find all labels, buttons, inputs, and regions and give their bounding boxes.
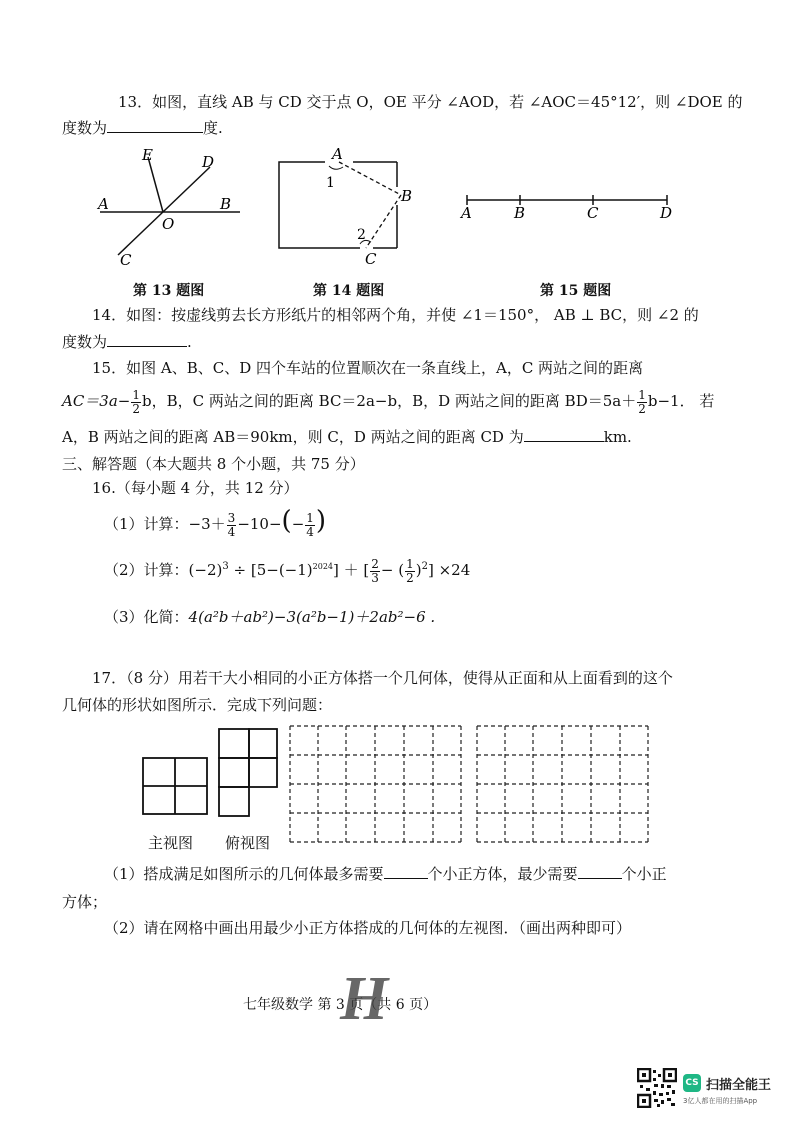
top-view-cell-r1c2 xyxy=(249,729,277,758)
fig13-label-a: A xyxy=(98,195,109,213)
qr-code-icon xyxy=(637,1068,677,1108)
scanner-app-name: 扫描全能王 xyxy=(706,1078,772,1093)
top-view-caption: 俯视图 xyxy=(225,834,271,852)
page-footer: 七年级数学 第 3 页（共 6 页） xyxy=(243,997,438,1013)
fig15-label-d: D xyxy=(660,204,673,222)
q16-p2-frac1 xyxy=(370,558,380,585)
q15-bc-bd-expr: b，B，C 两站之间的距离 BC＝2a−b，B，D 两站之间的距离 BD＝5a＋ xyxy=(142,392,637,410)
q15-answer-blank xyxy=(524,427,604,442)
q16-p3-label: （3）化简： xyxy=(104,608,189,626)
q16-p2-exp1: 3 xyxy=(222,561,229,572)
q16-p1-frac1 xyxy=(227,512,237,539)
q16-p2-frac2-den: 2 xyxy=(406,570,414,585)
q16-p2-frac1-den: 3 xyxy=(371,570,379,585)
q15-frac-half-2 xyxy=(637,389,647,416)
q17-line2: 几何体的形状如图所示．完成下列问题： xyxy=(62,696,333,714)
top-view-cell-r1c1 xyxy=(219,729,249,758)
fig14-caption: 第 14 题图 xyxy=(313,283,385,299)
q14-line2-post: . xyxy=(187,333,192,351)
fig13-label-c: C xyxy=(120,251,132,269)
fig14-label-b: B xyxy=(401,187,413,205)
q16-p1-frac2-den: 4 xyxy=(306,524,314,539)
fig15-caption: 第 15 题图 xyxy=(540,283,612,299)
q14-line1: 14．如图：按虚线剪去长方形纸片的相邻两个角，并使 ∠1＝150°， AB ⊥ BC，则 ∠2 的 xyxy=(92,306,699,324)
q17-min-blank xyxy=(578,864,622,879)
fig14-angle1-arc xyxy=(329,166,343,169)
q13-line2-post: 度. xyxy=(203,119,223,137)
q16-p2-exp2: 2024 xyxy=(312,562,333,571)
q14-answer-blank xyxy=(107,332,187,347)
answer-grid-2-lines xyxy=(477,726,648,842)
fig13-label-d: D xyxy=(202,153,215,171)
fig15-label-c: C xyxy=(587,204,599,222)
q15-frac1-num: 1 xyxy=(132,387,141,402)
q13-line2 xyxy=(62,118,223,138)
fig13-line-cd xyxy=(118,167,210,255)
q16-p1-frac2-sign: − xyxy=(291,515,305,533)
q13-answer-blank xyxy=(107,118,203,133)
front-view-figure xyxy=(140,755,212,817)
q16-p2-label: （2）计算： xyxy=(104,561,189,579)
q15-line3-post: km. xyxy=(603,428,632,446)
q16-p1-expr-b: −10− xyxy=(237,515,282,533)
q13-line1: 13．如图，直线 AB 与 CD 交于点 O，OE 平分 ∠AOD，若 ∠AOC＝45°12′，则 ∠DOE 的 xyxy=(118,93,743,111)
q16-part3 xyxy=(104,607,435,627)
q16-head: 16.（每小题 4 分，共 12 分） xyxy=(92,479,299,497)
fig13-label-b: B xyxy=(220,195,232,213)
q17-max-blank xyxy=(384,864,428,879)
top-view-cell-r2c1 xyxy=(219,758,249,787)
top-view-cell-r2c2 xyxy=(249,758,277,787)
q13-line2-pre: 度数为 xyxy=(62,119,108,137)
fig14-label-c: C xyxy=(365,250,377,268)
fig13-label-o: O xyxy=(162,215,175,233)
fig15-label-a: A xyxy=(461,204,472,222)
watermark-h: H xyxy=(340,965,389,1033)
fig13-label-e: E xyxy=(142,146,153,164)
q17-p1-a: （1）搭成满足如图所示的几何体最多需要 xyxy=(104,865,384,883)
q17-line1: 17．（8 分）用若干大小相同的小正方体搭一个几何体，使得从正面和从上面看到的这个 xyxy=(92,669,673,687)
figure-15 xyxy=(455,180,685,225)
q16-part2 xyxy=(104,545,470,589)
q17-part1 xyxy=(104,864,667,884)
answer-grid-1[interactable] xyxy=(288,724,464,844)
q17-p1-b: 个小正方体，最少需要 xyxy=(427,865,578,883)
q15-frac2-num: 1 xyxy=(638,387,646,402)
q15-line3 xyxy=(62,427,632,447)
q16-p2-expr-b: ÷ [5−(−1) xyxy=(228,561,313,579)
q16-p2-expr-a: (−2) xyxy=(188,561,223,579)
q16-p1-frac1-num: 3 xyxy=(227,510,236,525)
q16-p2-frac2 xyxy=(405,558,415,585)
q16-p1-label: （1）计算： xyxy=(104,515,189,533)
q16-p2-frac1-num: 2 xyxy=(371,556,379,571)
q16-p2-frac2-num: 1 xyxy=(406,556,414,571)
q17-part2: （2）请在网格中画出用最少小正方体搭成的几何体的左视图．（画出两种即可） xyxy=(104,919,632,937)
q15-line3-pre: A，B 两站之间的距离 AB＝90km，则 C，D 两站之间的距离 CD 为 xyxy=(62,428,524,446)
q15-line1: 15．如图 A、B、C、D 四个车站的位置顺次在一条直线上，A，C 两站之间的距离 xyxy=(92,359,644,377)
q16-p1-lparen: ( xyxy=(281,506,292,536)
q15-frac1-den: 2 xyxy=(132,401,141,416)
q16-part1 xyxy=(104,502,326,540)
q17-part1-cont: 方体； xyxy=(62,893,108,911)
q16-p1-frac1-den: 4 xyxy=(227,524,236,539)
section3-heading: 三、解答题（本大题共 8 个小题，共 75 分） xyxy=(62,455,365,473)
answer-grid-2[interactable] xyxy=(475,724,651,844)
q16-p1-frac2-num: 1 xyxy=(306,510,314,525)
q16-p2-expr-c: ] ＋ [ xyxy=(333,561,370,579)
fig14-label-1: 1 xyxy=(326,175,335,191)
fig14-rectangle-solid xyxy=(279,162,360,248)
q14-line2-pre: 度数为 xyxy=(62,333,108,351)
fig14-dashed-ab xyxy=(339,162,401,195)
q16-p2-expr-d: − ( xyxy=(380,561,405,579)
figure-13 xyxy=(90,145,250,270)
q15-frac2-den: 2 xyxy=(638,401,646,416)
answer-grid-1-lines xyxy=(290,726,461,842)
q16-p1-expr-a: −3＋ xyxy=(188,515,226,533)
camscanner-logo-icon: CS xyxy=(683,1074,701,1092)
fig14-label-a: A xyxy=(332,145,343,163)
top-view-cell-r3c1 xyxy=(219,787,249,816)
fig14-label-2: 2 xyxy=(357,227,366,243)
q15-ac-expr: AC＝3a− xyxy=(62,392,131,410)
figure-14 xyxy=(265,145,425,270)
q16-p2-expr-f: ] ×24 xyxy=(427,561,471,579)
q16-p2-exp3: 2 xyxy=(421,561,428,572)
q15-bd-tail: b−1． 若 xyxy=(647,392,715,410)
top-view-figure xyxy=(215,725,281,820)
fig14-dashed-bc xyxy=(366,195,401,248)
q16-p3-expr: 4(a²b＋ab²)−3(a²b−1)＋2ab²−6 . xyxy=(188,608,436,626)
fig13-ray-oe xyxy=(148,157,163,212)
fig13-caption: 第 13 题图 xyxy=(133,283,205,299)
q14-line2 xyxy=(62,332,192,352)
q16-p1-frac2 xyxy=(305,512,315,539)
q17-p1-c: 个小正 xyxy=(621,865,667,883)
fig15-label-b: B xyxy=(514,204,526,222)
scanner-tagline: 3亿人都在用的扫描App xyxy=(683,1097,758,1105)
front-view-caption: 主视图 xyxy=(148,834,194,852)
q15-line2 xyxy=(62,384,714,418)
q16-p2-expr-e: ) xyxy=(415,561,422,579)
q16-p1-rparen: ) xyxy=(315,506,327,536)
q15-frac-half-1 xyxy=(131,389,141,416)
